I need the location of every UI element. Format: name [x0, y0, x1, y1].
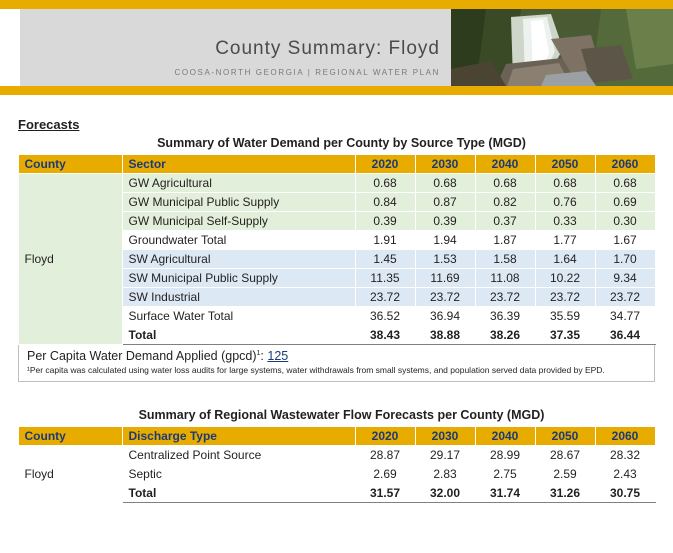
row-label: SW Agricultural	[122, 250, 355, 269]
cell-2020: 1.91	[355, 231, 415, 250]
cell-2050: 1.77	[535, 231, 595, 250]
cell-2060: 0.30	[595, 212, 655, 231]
cell-2040: 0.82	[475, 193, 535, 212]
cell-2040: 28.99	[475, 445, 535, 464]
cell-2050: 23.72	[535, 288, 595, 307]
total-2050: 31.26	[535, 483, 595, 502]
row-label: GW Agricultural	[122, 174, 355, 193]
demand-table-title: Summary of Water Demand per County by Source Type (MGD)	[157, 136, 526, 150]
column-header-2020: 2020	[355, 426, 415, 445]
cell-2050: 35.59	[535, 307, 595, 326]
column-header-county: County	[18, 426, 122, 445]
cell-2030: 36.94	[415, 307, 475, 326]
row-label: GW Municipal Public Supply	[122, 193, 355, 212]
page-subtitle: COOSA-NORTH GEORGIA | REGIONAL WATER PLAN	[174, 68, 440, 77]
row-label: SW Industrial	[122, 288, 355, 307]
demand-table-body	[18, 174, 655, 345]
total-2030: 32.00	[415, 483, 475, 502]
column-header-2020: 2020	[355, 155, 415, 174]
cell-2030: 29.17	[415, 445, 475, 464]
cell-2040: 36.39	[475, 307, 535, 326]
cell-2030: 11.69	[415, 269, 475, 288]
per-capita-note	[18, 345, 655, 382]
row-label: Septic	[122, 464, 355, 483]
wastewater-flow-table	[18, 426, 656, 503]
document-content	[0, 95, 673, 503]
row-label: Surface Water Total	[122, 307, 355, 326]
row-label: SW Municipal Public Supply	[122, 269, 355, 288]
cell-2020: 28.87	[355, 445, 415, 464]
cell-2020: 1.45	[355, 250, 415, 269]
column-header-2050: 2050	[535, 426, 595, 445]
cell-2060: 1.70	[595, 250, 655, 269]
column-header-county: County	[18, 155, 122, 174]
cell-2040: 2.75	[475, 464, 535, 483]
cell-2030: 23.72	[415, 288, 475, 307]
column-header-sector: Sector	[122, 155, 355, 174]
per-capita-footnote: ¹Per capita was calculated using water loss audits for large systems, water withdrawals from small systems, and population served data provided by EPD.	[27, 365, 605, 375]
page-title: County Summary: Floyd	[215, 38, 440, 59]
per-capita-superscript: 1	[256, 349, 261, 357]
per-capita-colon: :	[260, 349, 268, 363]
cell-2020: 0.68	[355, 174, 415, 193]
column-header-discharge-type: Discharge Type	[122, 426, 355, 445]
wastewater-table-title: Summary of Regional Wastewater Flow Forecasts per County (MGD)	[138, 407, 545, 422]
total-2030: 38.88	[415, 326, 475, 345]
cell-2060: 0.69	[595, 193, 655, 212]
cell-2030: 2.83	[415, 464, 475, 483]
total-2020: 38.43	[355, 326, 415, 345]
cell-2060: 34.77	[595, 307, 655, 326]
cell-2020: 11.35	[355, 269, 415, 288]
cell-2040: 0.68	[475, 174, 535, 193]
total-label: Total	[122, 483, 355, 502]
banner-top-rule	[0, 0, 673, 9]
table-row	[18, 174, 655, 193]
cell-2050: 0.33	[535, 212, 595, 231]
cell-2060: 9.34	[595, 269, 655, 288]
total-2040: 38.26	[475, 326, 535, 345]
row-label: Groundwater Total	[122, 231, 355, 250]
table-header-row	[18, 426, 655, 445]
total-2020: 31.57	[355, 483, 415, 502]
per-capita-label: Per Capita Water Demand Applied (gpcd)	[27, 349, 257, 363]
cell-2030: 1.94	[415, 231, 475, 250]
column-header-2030: 2030	[415, 426, 475, 445]
cell-2030: 1.53	[415, 250, 475, 269]
cell-2020: 0.39	[355, 212, 415, 231]
cell-2060: 0.68	[595, 174, 655, 193]
cell-2050: 10.22	[535, 269, 595, 288]
cell-2040: 11.08	[475, 269, 535, 288]
cell-2030: 0.39	[415, 212, 475, 231]
cell-2030: 0.87	[415, 193, 475, 212]
cell-2050: 28.67	[535, 445, 595, 464]
column-header-2030: 2030	[415, 155, 475, 174]
total-2060: 30.75	[595, 483, 655, 502]
cell-2040: 1.58	[475, 250, 535, 269]
row-label: GW Municipal Self-Supply	[122, 212, 355, 231]
cell-2050: 1.64	[535, 250, 595, 269]
column-header-2050: 2050	[535, 155, 595, 174]
section-spacer	[0, 382, 673, 404]
cell-2020: 0.84	[355, 193, 415, 212]
table-header-row	[18, 155, 655, 174]
cell-2060: 28.32	[595, 445, 655, 464]
cell-2060: 1.67	[595, 231, 655, 250]
per-capita-value: 125	[267, 349, 289, 363]
column-header-2060: 2060	[595, 426, 655, 445]
cell-2040: 0.37	[475, 212, 535, 231]
cell-2050: 2.59	[535, 464, 595, 483]
cell-2020: 2.69	[355, 464, 415, 483]
banner-bottom-rule	[0, 86, 673, 95]
column-header-2060: 2060	[595, 155, 655, 174]
total-2040: 31.74	[475, 483, 535, 502]
cell-2020: 23.72	[355, 288, 415, 307]
per-capita-line	[27, 349, 646, 363]
cell-2040: 1.87	[475, 231, 535, 250]
table-row	[18, 445, 655, 464]
total-label: Total	[122, 326, 355, 345]
section-heading-forecasts: Forecasts	[18, 117, 80, 132]
column-header-2040: 2040	[475, 155, 535, 174]
page-banner	[0, 0, 673, 95]
total-2060: 36.44	[595, 326, 655, 345]
banner-left-margin	[0, 9, 20, 86]
waterfall-photo	[451, 9, 673, 86]
total-2050: 37.35	[535, 326, 595, 345]
cell-2050: 0.68	[535, 174, 595, 193]
cell-2050: 0.76	[535, 193, 595, 212]
cell-2060: 23.72	[595, 288, 655, 307]
column-header-2040: 2040	[475, 426, 535, 445]
wastewater-table-body	[18, 445, 655, 502]
row-label: Centralized Point Source	[122, 445, 355, 464]
county-name-cell: Floyd	[18, 174, 122, 345]
cell-2040: 23.72	[475, 288, 535, 307]
county-name-cell: Floyd	[18, 445, 122, 502]
cell-2060: 2.43	[595, 464, 655, 483]
cell-2020: 36.52	[355, 307, 415, 326]
cell-2030: 0.68	[415, 174, 475, 193]
water-demand-table	[18, 154, 656, 345]
